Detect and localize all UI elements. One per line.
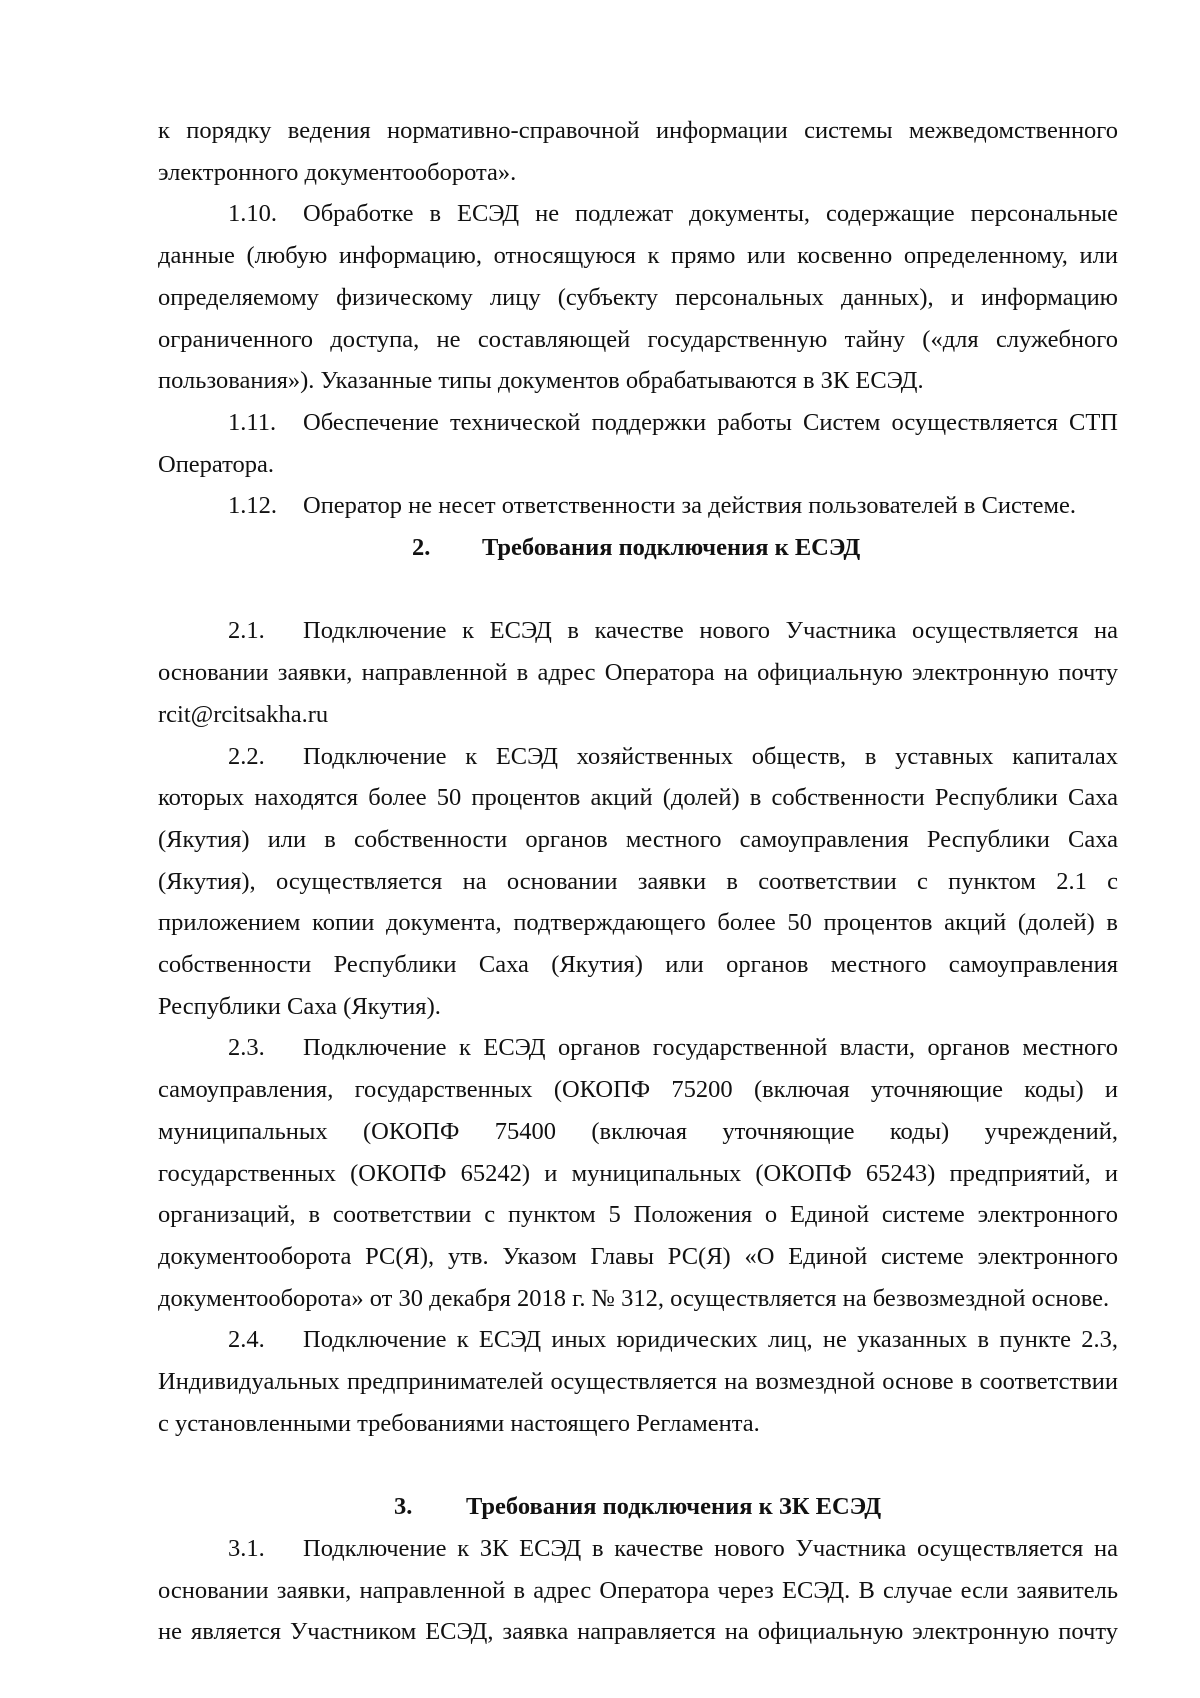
clause-number: 2.2. xyxy=(228,742,265,770)
section-title: Требования подключения к ЗК ЕСЭД xyxy=(466,1493,882,1521)
section-2-heading xyxy=(158,527,1118,569)
blank-line xyxy=(158,569,1118,611)
clause-number: 1.10. xyxy=(228,200,277,228)
clause-3-1 xyxy=(158,1528,1118,1653)
clause-text: Подключение к ЕСЭД иных юридических лиц, не указанных в пункте 2.3, Индивидуальных предпринимателей осуществляется на возмездной основе в соответствии с установленными требованиями настоящего Регламента. xyxy=(158,1326,1118,1437)
clause-number: 3.1. xyxy=(228,1534,265,1562)
clause-2-3 xyxy=(158,1027,1118,1319)
clause-text: Обеспечение технической поддержки работы Систем осуществляется СТП Оператора. xyxy=(158,408,1118,478)
clause-text: Подключение к ЕСЭД органов государственной власти, органов местного самоуправления, государственных (ОКОПФ 75200 (включая уточняющие коды) и муниципальных (ОКОПФ 75400 (включая уточняющие коды) учреждений, государственных (ОКОПФ 65242) и муниципальных (ОКОПФ 65243) предприятий, и организаций, в соответствии с пунктом 5 Положения о Единой системе электронного документооборота РС(Я), утв. Указом Главы РС(Я) «О Единой системе электронного документооборота» от 30 декабря 2018 г. № 312, осуществляется на безвозмездной основе. xyxy=(158,1034,1118,1312)
clause-text: Подключение к ЗК ЕСЭД в качестве нового Участника осуществляется на основании заявки, направленной в адрес Оператора через ЕСЭД. В случае если заявитель не является Участником ЕСЭД, заявка направляется на официальную электронную почту xyxy=(158,1534,1118,1646)
intro-paragraph: к порядку ведения нормативно-справочной информации системы межведомственного электронного документооборота». xyxy=(158,117,1118,186)
clause-number: 2.3. xyxy=(228,1034,265,1062)
clause-1-11 xyxy=(158,402,1118,485)
clause-number: 1.12. xyxy=(228,492,277,520)
clause-text: Подключение к ЕСЭД хозяйственных обществ, в уставных капиталах которых находятся более 50 процентов акций (долей) в собственности Республики Саха (Якутия) или в собственности органов местного самоуправления Республики Саха (Якутия), осуществляется на основании заявки в соответствии с пунктом 2.1 с приложением копии документа, подтверждающего более 50 процентов акций (долей) в собственности Республики Саха (Якутия) или органов местного самоуправления Республики Саха (Якутия). xyxy=(158,742,1118,1020)
clause-number: 2.4. xyxy=(228,1326,265,1354)
section-number: 3. xyxy=(394,1493,413,1521)
clause-text: Оператор не несет ответственности за действия пользователей в Системе. xyxy=(303,492,1076,520)
clause-text: Обработке в ЕСЭД не подлежат документы, содержащие персональные данные (любую информацию, относящуюся к прямо или косвенно определенному, или определяемому физическому лицу (субъекту персональных данных), и информацию ограниченного доступа, не составляющей государственную тайну («для служебного пользования»). Указанные типы документов обрабатываются в ЗК ЕСЭД. xyxy=(158,200,1118,395)
section-3-heading xyxy=(158,1486,1118,1528)
clause-1-10 xyxy=(158,193,1118,402)
section-title: Требования подключения к ЕСЭД xyxy=(482,534,861,562)
clause-text: Подключение к ЕСЭД в качестве нового Участника осуществляется на основании заявки, направленной в адрес Оператора на официальную электронную почту rcit@rcitsakha.ru xyxy=(158,617,1118,728)
document-page xyxy=(158,110,1118,1653)
clause-2-2 xyxy=(158,736,1118,1028)
clause-1-12 xyxy=(158,485,1118,527)
clause-number: 2.1. xyxy=(228,617,265,645)
clause-2-4 xyxy=(158,1319,1118,1444)
clause-number: 1.11. xyxy=(228,408,277,436)
section-number: 2. xyxy=(412,534,431,562)
clause-2-1 xyxy=(158,610,1118,735)
